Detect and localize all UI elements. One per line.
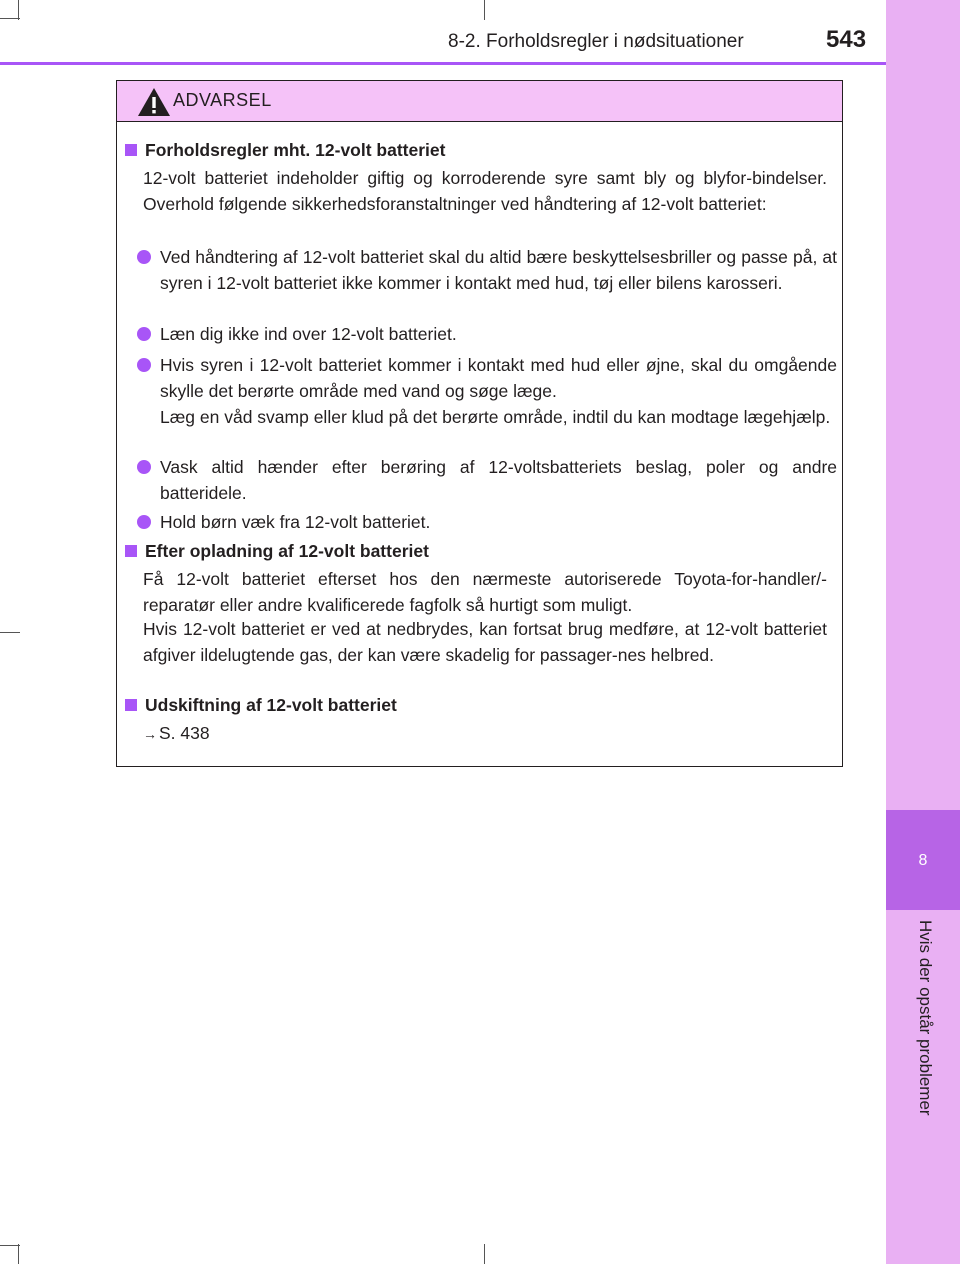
arrow-right-icon: → <box>143 726 157 742</box>
header-rule <box>0 62 886 65</box>
bullet-dot-icon <box>137 358 151 372</box>
square-bullet-icon <box>125 144 137 156</box>
crop-mark <box>0 632 20 633</box>
section-heading: Udskiftning af 12-volt batteriet <box>125 695 397 716</box>
crop-mark <box>484 1244 485 1264</box>
bullet-dot-icon <box>137 327 151 341</box>
page-reference-link[interactable]: → S. 438 <box>143 720 210 747</box>
section-paragraph: Få 12-volt batteriet efterset hos den nærmeste autoriserede Toyota-for-handler/-reparatør eller andre kvalificerede fagfolk så hurtigt som muligt. <box>143 569 827 615</box>
list-item: Læn dig ikke ind over 12-volt batteriet. <box>137 321 837 347</box>
chapter-number: 8 <box>918 852 928 869</box>
list-item: Ved håndtering af 12-volt batteriet skal du altid bære beskyttelsesbriller og passe på, at syren i 12-volt batteriet ikke kommer i kontakt med hud, tøj eller bilens karosseri. <box>137 244 837 296</box>
warning-header <box>117 81 842 122</box>
section-intro: 12-volt batteriet indeholder giftig og korroderende syre samt bly og blyfor-bindelser. Overhold følgende sikkerhedsforanstaltninger ved håndtering af 12-volt batteriet: <box>143 168 827 214</box>
bullet-dot-icon <box>137 515 151 529</box>
square-bullet-icon <box>125 699 137 711</box>
warning-title: ADVARSEL <box>173 90 272 110</box>
bullet-dot-icon <box>137 460 151 474</box>
list-item: Hvis syren i 12-volt batteriet kommer i kontakt med hud eller øjne, skal du omgående skylle det berørte område med vand og søge læge. Læg en våd svamp eller klud på det berørte område, indtil du kan modtage lægehjælp. <box>137 352 837 430</box>
crop-mark <box>0 1245 20 1246</box>
crop-mark <box>18 1244 19 1264</box>
crop-mark <box>0 18 20 19</box>
warning-triangle-icon <box>137 87 171 117</box>
crop-mark <box>484 0 485 20</box>
list-item: Hold børn væk fra 12-volt batteriet. <box>137 509 837 535</box>
page-number: 543 <box>826 26 867 53</box>
bullet-dot-icon <box>137 250 151 264</box>
warning-box <box>116 80 843 767</box>
chapter-number-box <box>886 810 960 910</box>
section-title: 8-2. Forholdsregler i nødsituationer <box>448 31 744 52</box>
section-heading: Forholdsregler mht. 12-volt batteriet <box>125 140 445 161</box>
chapter-title: Hvis der opstår problemer <box>916 920 935 1116</box>
square-bullet-icon <box>125 545 137 557</box>
crop-mark <box>18 0 19 20</box>
section-heading: Efter opladning af 12-volt batteriet <box>125 541 429 562</box>
list-item: Vask altid hænder efter berøring af 12-voltsbatteriets beslag, poler og andre batteridele. <box>137 454 837 506</box>
section-paragraph: Hvis 12-volt batteriet er ved at nedbrydes, kan fortsat brug medføre, at 12-volt batteriet afgiver ildelugtende gas, der kan være skadelig for passager-nes helbred. <box>143 619 827 665</box>
